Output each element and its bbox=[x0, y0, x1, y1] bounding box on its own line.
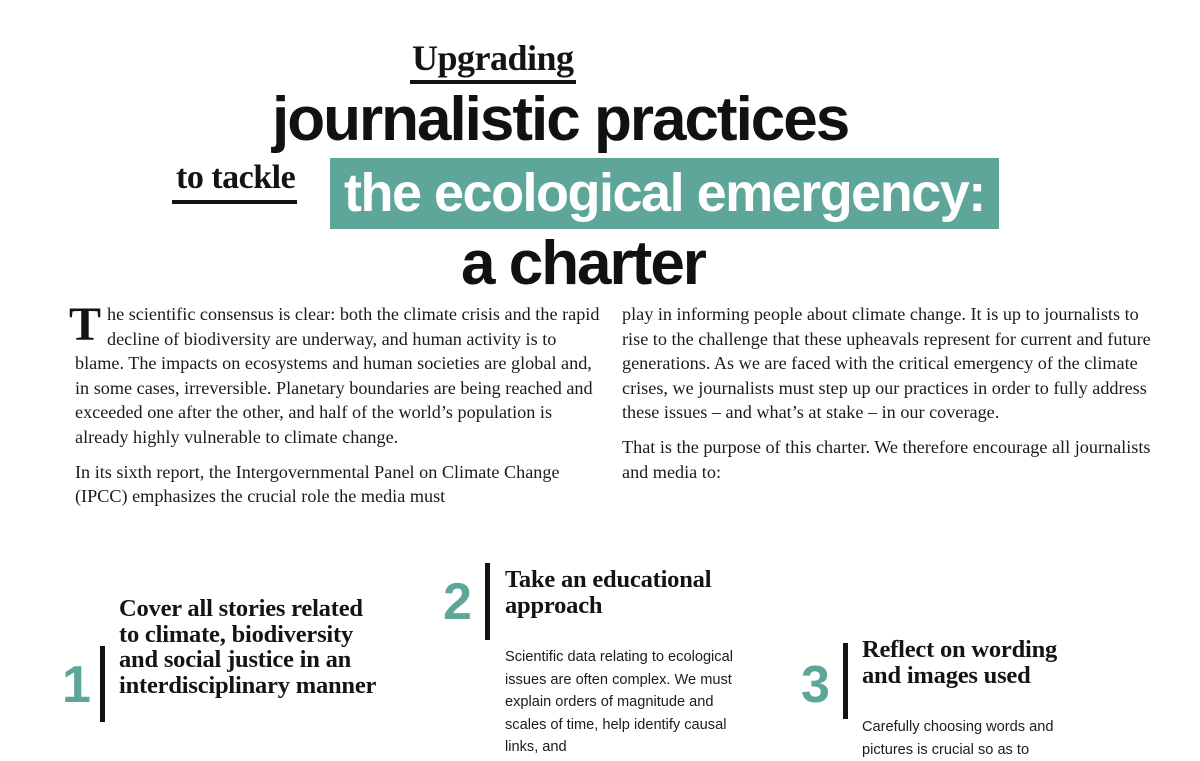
section-3-title: Reflect on wording and images used bbox=[862, 636, 1058, 689]
intro-paragraph-1-text: he scientific consensus is clear: both the climate crisis and the rapid decline of biodiversity are underway, and human activity is to blame. The impacts on ecosystems and human societies are global and, in some cases, irreversible. Planetary boundaries are being reached and exceeded one after the other, and half of the world’s population is already highly vulnerable to climate change. bbox=[75, 304, 600, 447]
intro-paragraph-1 bbox=[69, 298, 600, 450]
intro-paragraph-4: That is the purpose of this charter. We therefore encourage all journalists and media to: bbox=[622, 436, 1151, 482]
section-3-body: Carefully choosing words and pictures is crucial so as to bbox=[862, 719, 1054, 758]
title-kicker-to-tackle: to tackle bbox=[176, 159, 296, 196]
drop-cap: T bbox=[69, 298, 102, 351]
section-2-body: Scientific data relating to ecological issues are often complex. We must explain orders of magnitude and scales of time, help identify causal links, and bbox=[505, 649, 733, 755]
section-1-title: Cover all stories related to climate, biodiversity and social justice in an interdisciplinary manner bbox=[119, 595, 377, 699]
intro-right-column bbox=[622, 302, 1162, 484]
title-line-journalistic-practices: journalistic practices bbox=[272, 85, 849, 154]
title-kicker-upgrading: Upgrading bbox=[412, 38, 574, 78]
intro-paragraph-3: play in informing people about climate change. It is up to journalists to rise to the challenge that these upheavals represent for current and future generations. As we are faced with the critical emergency of the climate crises, we journalists must step up our practices in order to fully address these issues – and what’s at stake – in our coverage. bbox=[622, 304, 1151, 423]
section-3-number: 3 bbox=[801, 656, 830, 714]
section-2-title: Take an educational approach bbox=[505, 566, 712, 619]
title-line-a-charter: a charter bbox=[461, 229, 705, 298]
intro-paragraph-2: In its sixth report, the Intergovernmental Panel on Climate Change (IPCC) emphasizes the crucial role the media must bbox=[75, 461, 560, 507]
title-line-ecological-emergency: the ecological emergency: bbox=[330, 158, 999, 229]
intro-left-column bbox=[69, 298, 600, 509]
section-1-divider bbox=[100, 646, 105, 722]
section-2-divider bbox=[485, 563, 490, 640]
section-2-number: 2 bbox=[443, 573, 472, 631]
section-3-divider bbox=[843, 643, 848, 719]
section-1-number: 1 bbox=[62, 656, 91, 714]
